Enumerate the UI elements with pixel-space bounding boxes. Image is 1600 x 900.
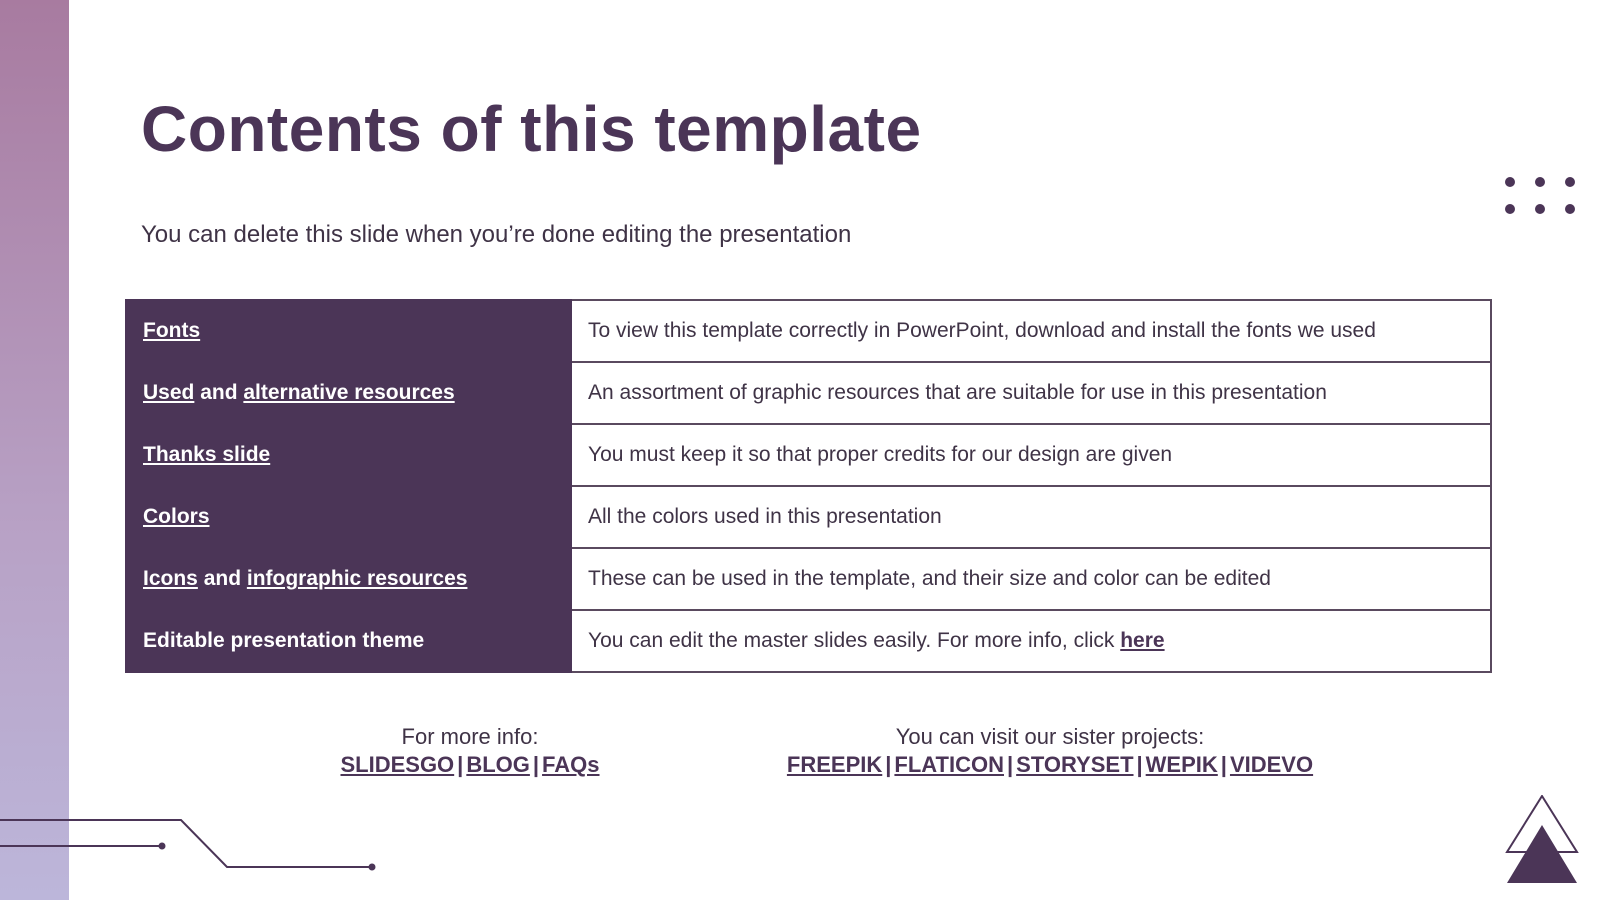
resource-link[interactable]: Fonts [143, 319, 201, 342]
sister-projects-links [750, 751, 1350, 779]
description-text: All the colors used in this presentation [588, 505, 942, 528]
row-description-cell [571, 300, 1491, 362]
description-text: You can edit the master slides easily. For more info, click [588, 629, 1121, 652]
row-key-cell [126, 362, 571, 424]
resource-link[interactable]: Icons [143, 567, 198, 590]
description-text: These can be used in the template, and their size and color can be edited [588, 567, 1271, 590]
row-description-cell [571, 610, 1491, 672]
decorative-dots-icon [1505, 177, 1575, 217]
footer-link-slidesgo[interactable]: SLIDESGO [340, 752, 455, 777]
row-description-cell [571, 362, 1491, 424]
link-separator: | [1220, 752, 1227, 777]
row-key-cell [126, 548, 571, 610]
key-text: Editable presentation theme [143, 629, 425, 652]
table-row [126, 548, 1491, 610]
link-separator: | [1007, 752, 1014, 777]
circuit-line-decoration-icon [0, 810, 400, 880]
footer-link-videvo[interactable]: VIDEVO [1229, 752, 1314, 777]
row-key-cell [126, 610, 571, 672]
more-info-block [290, 723, 650, 779]
footer-link-faqs[interactable]: FAQs [542, 752, 600, 777]
table-row [126, 610, 1491, 672]
key-text: and [197, 567, 247, 590]
table-row [126, 362, 1491, 424]
description-text: To view this template correctly in PowerPoint, download and install the fonts we used [588, 319, 1376, 342]
resource-link[interactable]: Used [143, 381, 195, 404]
resource-link[interactable]: Colors [143, 505, 210, 528]
table-row [126, 300, 1491, 362]
row-description-cell [571, 548, 1491, 610]
link-separator: | [457, 752, 464, 777]
row-description-cell [571, 424, 1491, 486]
page-title: Contents of this template [141, 93, 922, 165]
contents-table [125, 299, 1492, 673]
table-row [126, 424, 1491, 486]
link-separator: | [532, 752, 540, 777]
resource-link[interactable]: alternative resources [243, 381, 455, 404]
here-link[interactable]: here [1120, 629, 1165, 652]
description-text: You must keep it so that proper credits for our design are given [588, 443, 1173, 466]
row-key-cell [126, 486, 571, 548]
more-info-links [290, 751, 650, 779]
page-subtitle: You can delete this slide when you’re done editing the presentation [141, 221, 852, 248]
resource-link[interactable]: Thanks slide [143, 443, 271, 466]
row-key-cell [126, 300, 571, 362]
footer-link-freepik[interactable]: FREEPIK [786, 752, 883, 777]
footer-link-blog[interactable]: BLOG [466, 752, 530, 777]
link-separator: | [1136, 752, 1143, 777]
sister-projects-label: You can visit our sister projects: [895, 724, 1205, 749]
row-key-cell [126, 424, 571, 486]
link-separator: | [885, 752, 892, 777]
more-info-label: For more info: [401, 724, 539, 749]
triangles-decoration-icon [1505, 795, 1585, 895]
resource-link[interactable]: infographic resources [246, 567, 468, 590]
footer-link-storyset[interactable]: STORYSET [1016, 752, 1134, 777]
table-row [126, 486, 1491, 548]
decorative-side-bar [0, 0, 69, 900]
footer-link-flaticon[interactable]: FLATICON [894, 752, 1004, 777]
key-text: and [194, 381, 244, 404]
description-text: An assortment of graphic resources that are suitable for use in this presentation [588, 381, 1327, 404]
sister-projects-block [750, 723, 1350, 779]
row-description-cell [571, 486, 1491, 548]
footer-link-wepik[interactable]: WEPIK [1145, 752, 1218, 777]
